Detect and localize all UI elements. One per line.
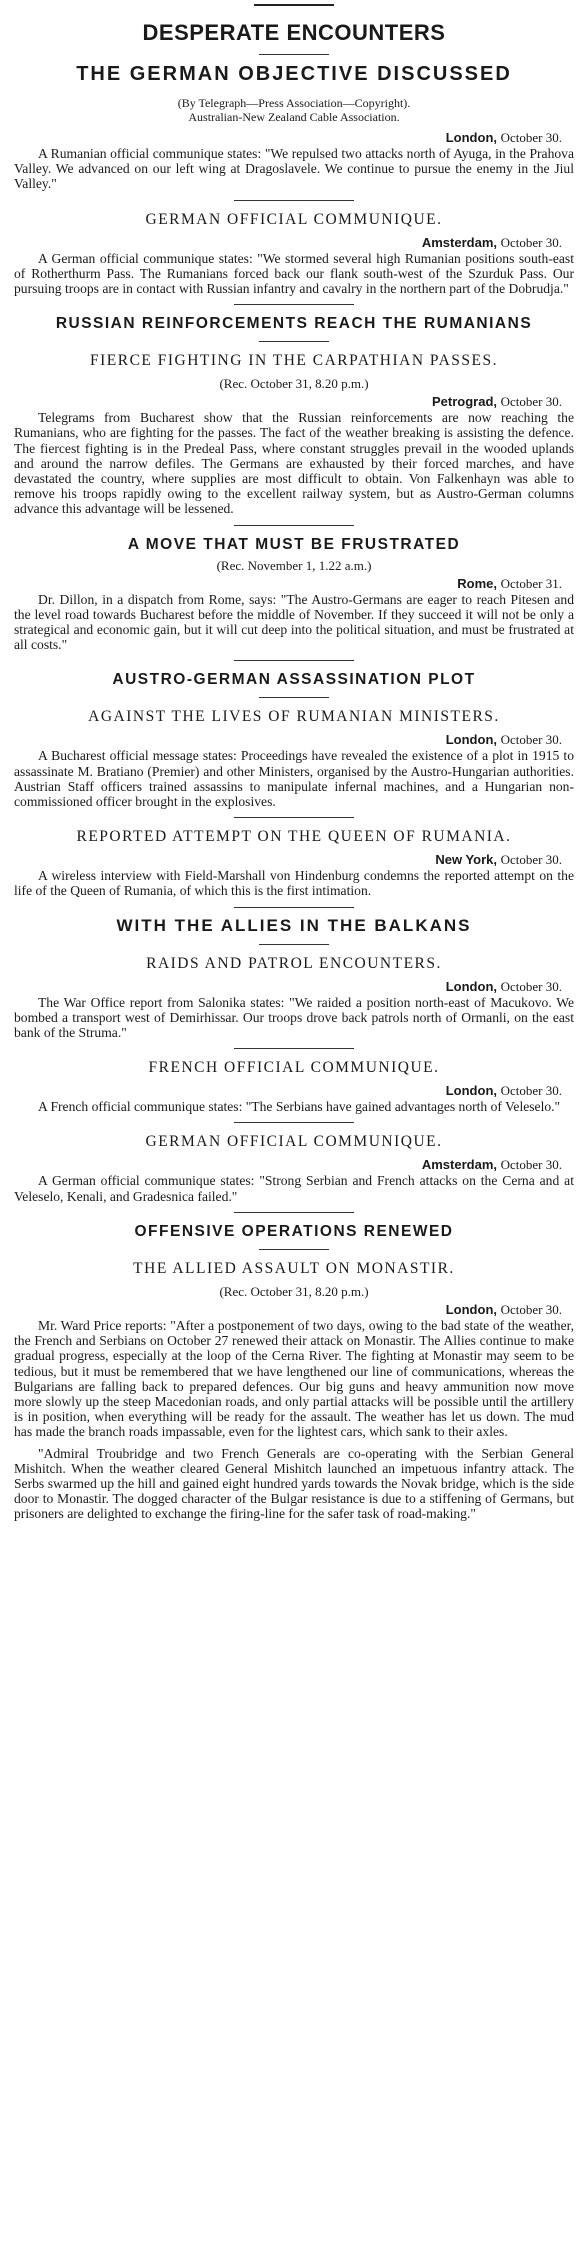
dateline-place: London, bbox=[445, 1083, 497, 1099]
dateline bbox=[14, 1157, 562, 1173]
dateline bbox=[14, 852, 562, 868]
dateline-date: October 30. bbox=[500, 130, 562, 145]
section-heading: AUSTRO-GERMAN ASSASSINATION PLOT bbox=[112, 671, 476, 689]
section-subheading: AGAINST THE LIVES OF RUMANIAN MINISTERS. bbox=[88, 708, 500, 726]
article-paragraph: The War Office report from Salonika states: "We raided a position north-east of Macukovo. We bombed a transport west of Demirhissar. Our troops drove back patrols north of Ormanli, on the east bank of the Struma." bbox=[14, 994, 574, 1041]
divider bbox=[234, 1212, 354, 1213]
divider bbox=[234, 200, 354, 201]
received-note: (Rec. November 1, 1.22 a.m.) bbox=[216, 557, 372, 573]
dateline-date: October 30. bbox=[500, 852, 562, 868]
divider bbox=[259, 341, 329, 342]
received-note: (Rec. October 31, 8.20 p.m.) bbox=[219, 376, 369, 392]
dateline-date: October 30. bbox=[500, 1083, 562, 1099]
credit-block bbox=[14, 96, 574, 124]
section-subheading: FIERCE FIGHTING IN THE CARPATHIAN PASSES. bbox=[89, 352, 498, 370]
article-paragraph: Mr. Ward Price reports: "After a postponement of two days, owing to the bad state of the weather, the French and Serbians on October 27 renewed their attack on Monastir. The Allies continue to make gradual progress, especially at the loop of the Cerna River. The fighting at Monastir may seem to be tedious, but it must be remembered that we have lengthened our line of communications, whereas the Bulgarians are falling back to prepared defences. Our big guns and heavy ammunition now move more slowly up the steep Macedonian roads, and only partial attacks will be possible until the artillery is in position, when everything will be ready for the assault. The weather has let us down. The mud has made the branch roads impassable, even for the lightest cars, which sank to their axles. bbox=[14, 1317, 574, 1440]
article-paragraph: A German official communique states: "Strong Serbian and French attacks on the Cerna and at Veleselo, Kenali, and Gradesnica failed." bbox=[14, 1173, 574, 1204]
dateline-place: London, bbox=[445, 1301, 497, 1317]
dateline bbox=[14, 130, 562, 146]
article-paragraph: A Bucharest official message states: Proceedings have revealed the existence of a plot in 1915 to assassinate M. Bratiano (Premier) and other Ministers, organised by the Austro-Hungarian authorities. Austrian Staff officers trained assassins to manipulate infernal machines, and a Hungarian non-commissioned officer brought in the explosives. bbox=[14, 748, 574, 810]
section-heading: GERMAN OFFICIAL COMMUNIQUE. bbox=[145, 210, 443, 228]
article-paragraph: "Admiral Troubridge and two French Generals are co-operating with the Serbian General Mishitch. When the weather cleared General Mishitch launched an impetuous infantry attack. The Serbs swarmed up the hill and gained eight hundred yards towards the Novak bridge, which is the side door to Monastir. The dogged character of the Bulgar resistance is due to a stiffening of Germans, but prisoners are delighted to exchange the firing-line for the safer task of road-making." bbox=[14, 1445, 574, 1522]
dateline bbox=[14, 576, 562, 592]
article-paragraph: A French official communique states: "The Serbians have gained advantages north of Veleselo." bbox=[38, 1099, 561, 1115]
divider bbox=[259, 944, 329, 945]
dateline-place: London, bbox=[445, 732, 497, 748]
dateline-date: October 30. bbox=[500, 978, 562, 994]
page-subheadline: THE GERMAN OBJECTIVE DISCUSSED bbox=[76, 63, 512, 85]
dateline-place: Amsterdam, bbox=[421, 1157, 497, 1173]
credit-line-2: Australian-New Zealand Cable Association. bbox=[188, 110, 400, 124]
received-note: (Rec. October 31, 8.20 p.m.) bbox=[219, 1283, 369, 1299]
dateline-place: Amsterdam, bbox=[421, 234, 497, 250]
dateline-date: October 30. bbox=[500, 394, 562, 410]
dateline-date: October 30. bbox=[500, 732, 562, 748]
dateline bbox=[14, 1083, 562, 1099]
credit-line-1: (By Telegraph—Press Association—Copyright). bbox=[177, 96, 411, 110]
section-heading: OFFENSIVE OPERATIONS RENEWED bbox=[134, 1222, 454, 1240]
divider bbox=[234, 1122, 354, 1123]
divider bbox=[234, 907, 354, 908]
section-heading: GERMAN OFFICIAL COMMUNIQUE. bbox=[145, 1133, 443, 1151]
divider bbox=[259, 1249, 329, 1250]
divider bbox=[234, 1048, 354, 1049]
newspaper-column bbox=[14, 0, 574, 2251]
divider bbox=[234, 817, 354, 818]
article-paragraph: A wireless interview with Field-Marshall von Hindenburg condemns the reported attempt on the life of the Queen of Rumania, of which this is the first intimation. bbox=[14, 868, 574, 899]
divider bbox=[259, 54, 329, 55]
divider bbox=[259, 697, 329, 698]
dateline-place: London, bbox=[445, 978, 497, 994]
divider bbox=[234, 525, 354, 526]
top-rule bbox=[254, 4, 334, 6]
section-heading: RUSSIAN REINFORCEMENTS REACH THE RUMANIANS bbox=[55, 315, 533, 333]
section-subheading: THE ALLIED ASSAULT ON MONASTIR. bbox=[133, 1259, 455, 1277]
article-paragraph: Telegrams from Bucharest show that the Russian reinforcements are now reaching the Rumanians, who are fighting for the passes. The fact of the weather breaking is assisting the defence. The fiercest fighting is in the Predeal Pass, where constant struggles prevail in the wooded uplands and around the narrow defiles. The Germans are exhausted by their forced marches, and have devastated the country, where supplies are most difficult to obtain. Von Falkenhayn was able to remove his troops rapidly owing to the excellent railway system, but as Austro-German columns advance this advantage will be lessened. bbox=[14, 410, 574, 517]
divider bbox=[234, 304, 354, 305]
divider bbox=[234, 660, 354, 661]
dateline-place: New York, bbox=[435, 852, 497, 868]
dateline bbox=[14, 394, 562, 410]
article-paragraph: Dr. Dillon, in a dispatch from Rome, says: "The Austro-Germans are eager to reach Pitesen and the level road towards Bucharest before the middle of November. If they succeed it will not be only a strategical and economic gain, but it will cut deep into the political situation, and must be frustrated at all costs." bbox=[14, 591, 574, 653]
dateline-date: October 31. bbox=[500, 575, 562, 591]
section-heading: A MOVE THAT MUST BE FRUSTRATED bbox=[127, 535, 461, 553]
article-paragraph: A German official communique states: "We stormed several high Rumanian positions south-east of Rotherthurm Pass. The Rumanians forced back our flank south-west of the Szurduk Pass. Our pursuing troops are in contact with Russian infantry and cavalry in the northern part of the Dobrudja." bbox=[14, 250, 574, 297]
section-heading: REPORTED ATTEMPT ON THE QUEEN OF RUMANIA. bbox=[76, 828, 512, 846]
dateline-date: October 30. bbox=[500, 234, 562, 250]
article-paragraph: A Rumanian official communique states: "We repulsed two attacks north of Ayuga, in the Prahova Valley. We advanced on our left wing at Dragoslavele. We continue to pursue the enemy in the Jiul Valley." bbox=[14, 146, 574, 192]
dateline-place: Petrograd, bbox=[431, 394, 497, 410]
dateline bbox=[14, 1302, 562, 1318]
dateline bbox=[14, 235, 562, 251]
dateline bbox=[14, 979, 562, 995]
dateline-date: October 30. bbox=[500, 1301, 562, 1317]
dateline-date: October 30. bbox=[500, 1157, 562, 1173]
section-heading: FRENCH OFFICIAL COMMUNIQUE. bbox=[148, 1059, 440, 1077]
section-heading: WITH THE ALLIES IN THE BALKANS bbox=[116, 915, 472, 935]
dateline bbox=[14, 732, 562, 748]
dateline-place: Rome, bbox=[457, 575, 497, 591]
dateline-place: London, bbox=[445, 130, 497, 145]
section-subheading: RAIDS AND PATROL ENCOUNTERS. bbox=[146, 954, 442, 972]
page-headline: DESPERATE ENCOUNTERS bbox=[142, 20, 446, 45]
